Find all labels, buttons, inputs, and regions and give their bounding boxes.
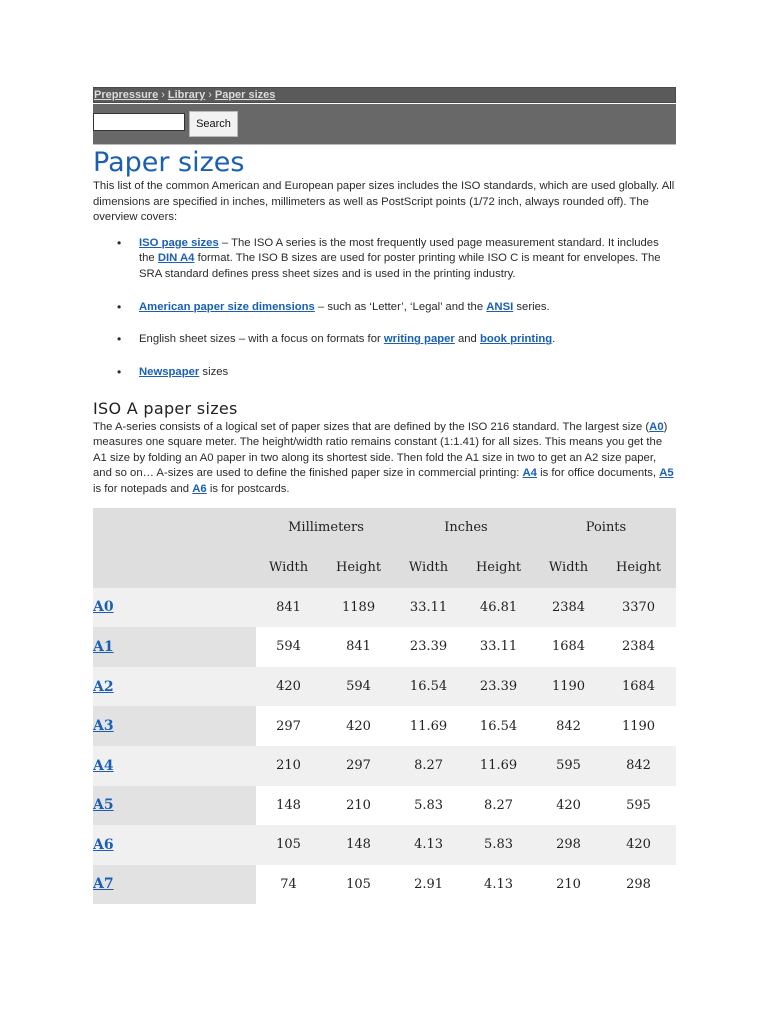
link-size-a4[interactable]: A4 <box>93 757 114 774</box>
list-item-text: – such as ‘Letter’, ‘Legal’ and the <box>314 300 487 313</box>
table-row-header <box>93 746 256 786</box>
link-a6[interactable]: A6 <box>192 482 207 495</box>
intro-paragraph: This list of the common American and European paper sizes includes the ISO standards, which are used globally. All dimensions are specified in inches, millimeters as well as PostScript points (1/72 inch, always rounded off). The overview covers: <box>93 180 675 224</box>
table-row-header <box>93 865 256 905</box>
table-header-millimeters: Millimeters <box>288 520 364 536</box>
search-button[interactable]: Search <box>189 111 238 137</box>
table-cell: 594 <box>276 639 301 655</box>
search-bar <box>93 104 676 144</box>
link-a0[interactable]: A0 <box>649 420 664 433</box>
list-item-text: . <box>552 333 556 346</box>
table-subheader-width: Width <box>268 560 309 576</box>
bullet-icon: • <box>117 235 122 250</box>
table-cell: 5.83 <box>414 797 444 813</box>
bullet-icon: • <box>117 332 122 347</box>
table-cell: 23.39 <box>409 639 448 655</box>
table-header-empty <box>93 548 256 588</box>
breadcrumb-separator: › <box>161 89 165 101</box>
table-cell: 74 <box>280 876 297 892</box>
table-row-header <box>93 706 256 746</box>
table-cell: 8.27 <box>484 797 513 813</box>
section-paragraph <box>93 420 676 498</box>
table-cell: 16.54 <box>479 718 518 734</box>
table-cell: 210 <box>276 758 301 774</box>
table-cell: 1190 <box>621 718 656 734</box>
table-cell: 2384 <box>551 599 586 615</box>
table-cell: 1684 <box>621 679 656 695</box>
table-row <box>93 627 676 667</box>
link-din-a4[interactable]: DIN A4 <box>157 252 195 265</box>
table-cell: 420 <box>626 837 651 853</box>
link-american-paper-sizes[interactable]: American paper size dimensions <box>139 300 315 313</box>
table-subheader-height: Height <box>615 560 662 576</box>
table-subheader-height: Height <box>335 560 382 576</box>
table-row <box>93 746 676 786</box>
table-cell: 148 <box>346 837 371 853</box>
table-cell: 5.83 <box>484 837 513 853</box>
breadcrumb-prepressure[interactable]: Prepressure <box>94 89 159 101</box>
table-row-header <box>93 627 256 667</box>
table-cell: 4.13 <box>484 876 513 892</box>
link-size-a2[interactable]: A2 <box>93 678 114 695</box>
overview-list <box>93 236 676 381</box>
bullet-icon: • <box>117 299 122 314</box>
table-cell: 298 <box>556 837 581 853</box>
table-subheader-width: Width <box>408 560 449 576</box>
table-header-points: Points <box>585 520 627 536</box>
table-row-header <box>93 667 256 707</box>
list-item-text: English sheet sizes – with a focus on formats for <box>139 333 384 346</box>
table-cell: 105 <box>346 876 371 892</box>
link-book-printing[interactable]: book printing <box>479 333 553 346</box>
breadcrumb-library[interactable]: Library <box>167 89 206 101</box>
paragraph-text: The A-series consists of a logical set of paper sizes that are defined by the ISO 216 standard. The largest size ( <box>93 420 650 433</box>
table-cell: 4.13 <box>414 837 444 853</box>
link-size-a5[interactable]: A5 <box>93 797 114 814</box>
table-row <box>93 786 676 826</box>
list-item <box>93 332 676 348</box>
table-row <box>93 588 676 628</box>
list-item-text: sizes <box>199 365 229 378</box>
table-header-inches: Inches <box>444 520 488 536</box>
table-cell: 842 <box>556 718 581 734</box>
link-ansi[interactable]: ANSI <box>486 300 514 313</box>
paragraph-text: is for office documents, <box>536 467 660 480</box>
table-row-header <box>93 588 256 628</box>
bullet-icon: • <box>117 364 122 379</box>
table-cell: 3370 <box>621 599 656 615</box>
list-item <box>93 365 676 381</box>
table-cell: 298 <box>626 876 651 892</box>
link-newspaper[interactable]: Newspaper <box>139 365 200 378</box>
table-header-empty <box>93 508 256 548</box>
paragraph-text: ) measures one square meter. The height/width ratio remains constant (1:1.41) for all sizes. This means you get the A1 size by folding an A0 paper in two along its shortest side. Then fold the A1 size in two to get an A2 size paper, and so on… A-sizes are used to define the finished paper size in commercial printing: <box>93 420 668 480</box>
table-cell: 841 <box>346 639 371 655</box>
list-item-text: format. The ISO B sizes are used for poster printing while ISO C is meant for envelopes. The SRA standard defines press sheet sizes and is used in the printing industry. <box>139 252 661 280</box>
table-cell: 297 <box>276 718 301 734</box>
table-cell: 33.11 <box>479 639 518 655</box>
table-cell: 210 <box>556 876 581 892</box>
link-size-a3[interactable]: A3 <box>93 718 114 735</box>
table-row-header <box>93 786 256 826</box>
table-cell: 841 <box>276 599 301 615</box>
link-size-a0[interactable]: A0 <box>93 599 114 616</box>
table-cell: 8.27 <box>414 758 444 774</box>
page-content <box>93 87 676 904</box>
link-a4[interactable]: A4 <box>522 467 537 480</box>
link-size-a6[interactable]: A6 <box>93 836 114 853</box>
table-subheader-width: Width <box>548 560 589 576</box>
breadcrumb-paper-sizes[interactable]: Paper sizes <box>214 89 276 101</box>
link-iso-page-sizes[interactable]: ISO page sizes <box>139 236 219 249</box>
table-row <box>93 667 676 707</box>
table-cell: 11.69 <box>409 718 448 734</box>
table-cell: 23.39 <box>479 679 518 695</box>
paragraph-text: is for notepads and <box>93 482 193 495</box>
table-cell: 11.69 <box>479 758 518 774</box>
table-cell: 842 <box>626 758 651 774</box>
table-cell: 2.91 <box>414 876 444 892</box>
breadcrumb <box>93 87 676 103</box>
table-cell: 420 <box>276 679 301 695</box>
paper-size-table <box>93 508 676 905</box>
list-item <box>93 300 676 316</box>
link-size-a7[interactable]: A7 <box>93 876 114 893</box>
table-row <box>93 865 676 905</box>
table-cell: 46.81 <box>479 599 518 615</box>
breadcrumb-separator: › <box>208 89 212 101</box>
link-size-a1[interactable]: A1 <box>93 638 114 655</box>
page-title: Paper sizes <box>93 147 245 178</box>
table-cell: 148 <box>276 797 301 813</box>
table-subheader-height: Height <box>475 560 522 576</box>
table-subheader-row <box>93 548 676 588</box>
table-cell: 420 <box>556 797 581 813</box>
table-row-header <box>93 825 256 865</box>
section-heading: ISO A paper sizes <box>93 398 238 418</box>
search-input[interactable] <box>93 113 185 131</box>
table-cell: 1189 <box>342 599 376 615</box>
table-row <box>93 706 676 746</box>
table-group-header-row <box>93 508 676 548</box>
table-cell: 297 <box>346 758 371 774</box>
list-item-text: series. <box>513 300 550 313</box>
table-cell: 1684 <box>551 639 586 655</box>
link-a5[interactable]: A5 <box>659 467 674 480</box>
table-row <box>93 825 676 865</box>
paragraph-text: is for postcards. <box>206 482 290 495</box>
table-cell: 210 <box>346 797 371 813</box>
table-cell: 105 <box>276 837 301 853</box>
link-writing-paper[interactable]: writing paper <box>383 333 455 346</box>
table-cell: 595 <box>556 758 581 774</box>
table-cell: 16.54 <box>409 679 448 695</box>
table-cell: 595 <box>626 797 651 813</box>
table-cell: 594 <box>346 679 371 695</box>
list-item-text: – The ISO A series is the most frequently used page measurement standard. It includes the <box>139 236 659 265</box>
table-cell: 33.11 <box>409 599 448 615</box>
table-cell: 420 <box>346 718 371 734</box>
table-cell: 2384 <box>621 639 656 655</box>
list-item-text: and <box>454 333 480 346</box>
list-item <box>93 236 676 284</box>
table-cell: 1190 <box>551 679 586 695</box>
